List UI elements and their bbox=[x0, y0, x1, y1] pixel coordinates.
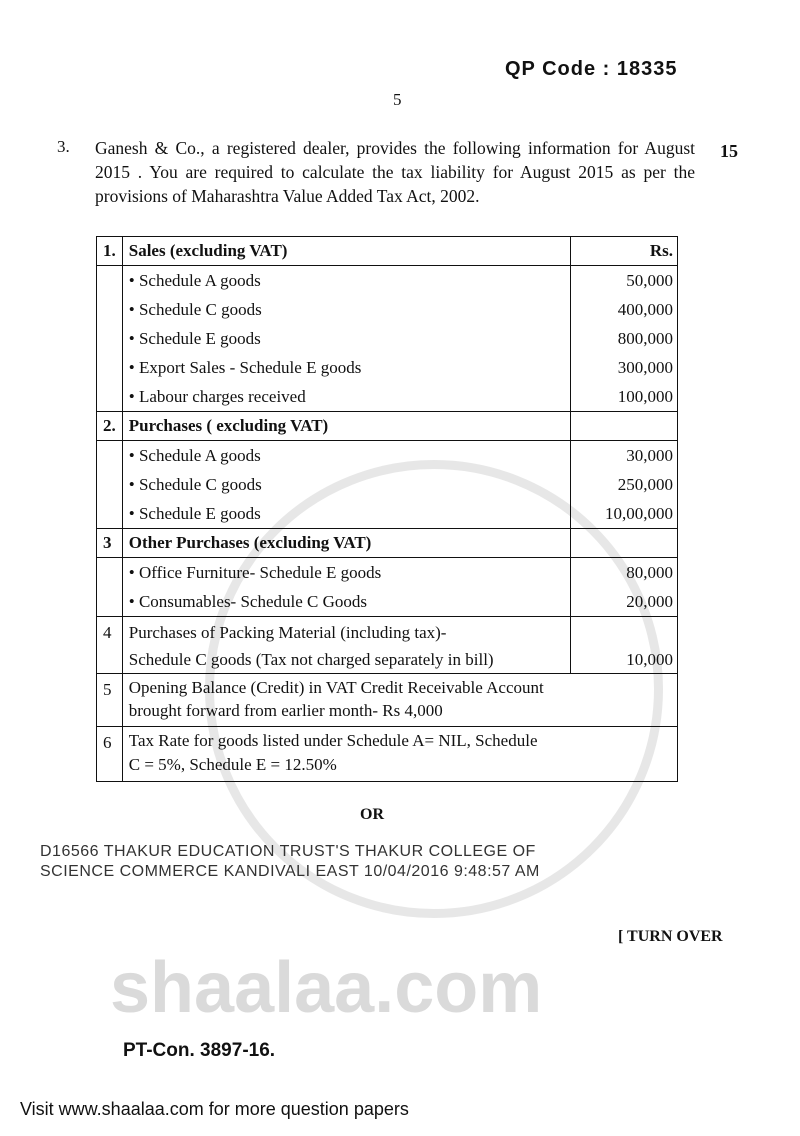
logo-watermark: shaalaa.com bbox=[110, 948, 543, 1028]
page-number: 5 bbox=[393, 90, 402, 109]
item-amount: 250,000 bbox=[617, 475, 673, 494]
row-line: Purchases of Packing Material (including tax)- bbox=[128, 623, 447, 642]
row-line: Tax Rate for goods listed under Schedule A= NIL, Schedule bbox=[128, 731, 538, 750]
item-label: • Labour charges received bbox=[128, 387, 306, 406]
row-line: brought forward from earlier month- Rs 4,000 bbox=[128, 701, 443, 720]
qp-code: QP Code : 18335 bbox=[505, 58, 678, 80]
item-label: • Schedule C goods bbox=[128, 300, 262, 319]
footer-code: PT-Con. 3897-16. bbox=[123, 1040, 276, 1061]
or-label: OR bbox=[360, 806, 384, 823]
item-label: • Schedule A goods bbox=[128, 446, 261, 465]
item-amount: 100,000 bbox=[617, 387, 673, 406]
row-num: 4 bbox=[97, 617, 123, 674]
question-marks: 15 bbox=[720, 141, 738, 161]
row-line: Opening Balance (Credit) in VAT Credit Receivable Account bbox=[128, 678, 544, 697]
data-table bbox=[96, 236, 678, 782]
section-num: 2. bbox=[97, 412, 123, 441]
item-label: • Schedule C goods bbox=[128, 475, 262, 494]
item-label: • Consumables- Schedule C Goods bbox=[128, 592, 368, 611]
row-line: Schedule C goods (Tax not charged separately in bill) bbox=[128, 650, 494, 669]
row-amount: 10,000 bbox=[626, 650, 673, 669]
item-label: • Export Sales - Schedule E goods bbox=[128, 358, 362, 377]
section-num: 3 bbox=[97, 529, 123, 558]
item-label: • Schedule E goods bbox=[128, 329, 261, 348]
row-num: 5 bbox=[97, 674, 123, 727]
item-label: • Office Furniture- Schedule E goods bbox=[128, 563, 382, 582]
item-amount: 10,00,000 bbox=[605, 504, 673, 523]
item-amount: 50,000 bbox=[626, 271, 673, 290]
turn-over-label: [ TURN OVER bbox=[618, 928, 723, 945]
item-amount: 80,000 bbox=[626, 563, 673, 582]
visit-link[interactable]: Visit www.shaalaa.com for more question papers bbox=[20, 1099, 409, 1119]
section-title: Other Purchases (excluding VAT) bbox=[122, 529, 570, 558]
section-title: Sales (excluding VAT) bbox=[122, 237, 570, 266]
amount-header: Rs. bbox=[571, 237, 678, 266]
item-amount: 30,000 bbox=[626, 446, 673, 465]
section-num: 1. bbox=[97, 237, 123, 266]
item-amount: 20,000 bbox=[626, 592, 673, 611]
question-text: Ganesh & Co., a registered dealer, provides the following information for August 2015 . You are required to calculate the tax liability for August 2015 as per the provisions of Maharashtra Value Added Tax Act, 2002. bbox=[95, 138, 695, 206]
watermark-text: D16566 THAKUR EDUCATION TRUST'S THAKUR COLLEGE OF SCIENCE COMMERCE KANDIVALI EAST 10/04/2016 9:48:57 AM bbox=[40, 843, 540, 880]
section-title: Purchases ( excluding VAT) bbox=[122, 412, 570, 441]
item-label: • Schedule A goods bbox=[128, 271, 261, 290]
row-line: C = 5%, Schedule E = 12.50% bbox=[128, 755, 337, 774]
item-amount: 300,000 bbox=[617, 358, 673, 377]
item-label: • Schedule E goods bbox=[128, 504, 261, 523]
item-amount: 800,000 bbox=[617, 329, 673, 348]
question-number: 3. bbox=[57, 137, 70, 156]
item-amount: 400,000 bbox=[617, 300, 673, 319]
row-num: 6 bbox=[97, 727, 123, 782]
